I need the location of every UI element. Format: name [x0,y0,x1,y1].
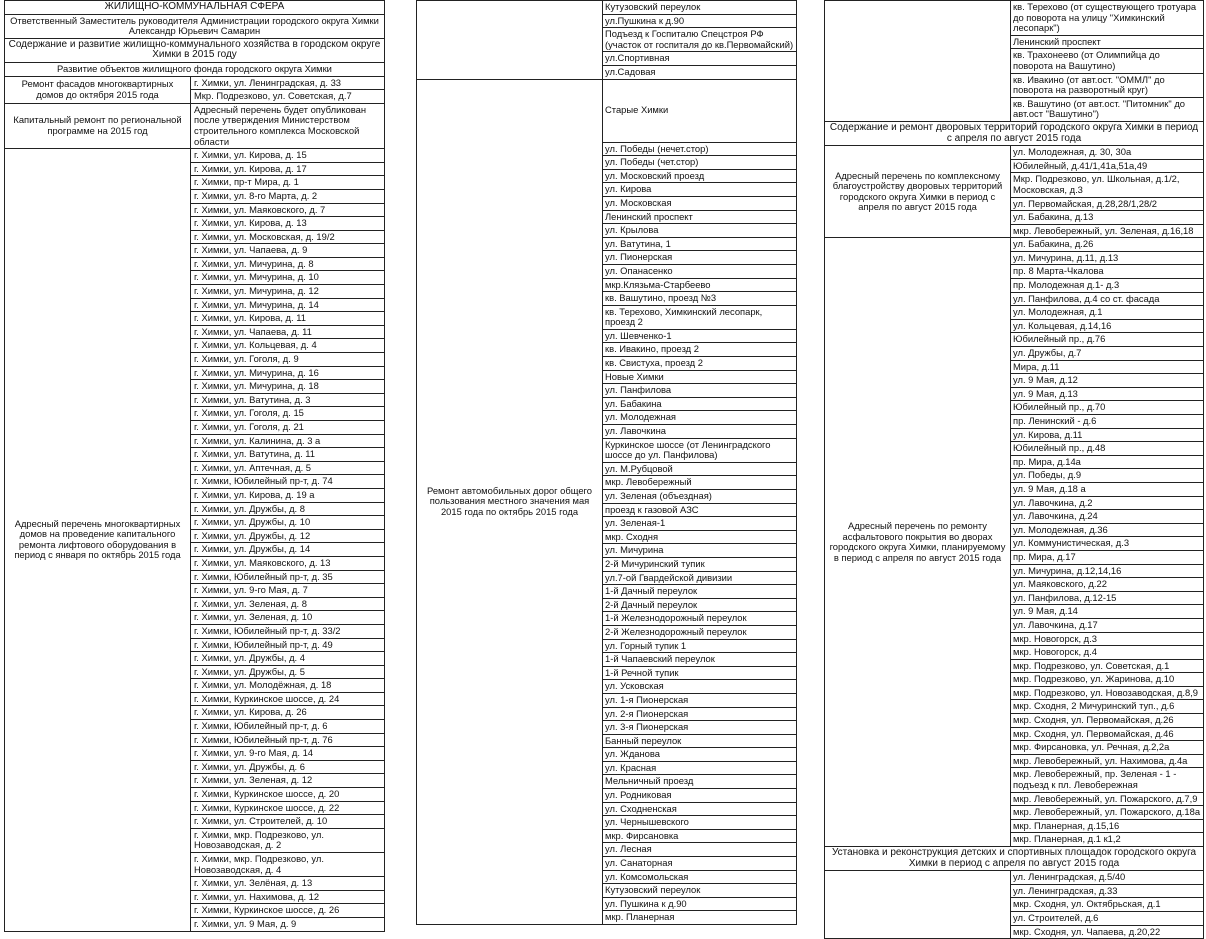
list-item: мкр. Планерная, д.15,16 [1011,819,1204,833]
list-item: ул. Бабакина, д.13 [1011,211,1204,225]
yards-title: Содержание и ремонт дворовых территорий городского округа Химки в период с апреля по август 2015 года [825,121,1204,145]
list-item: г. Химки, ул. Московская, д. 19/2 [191,230,385,244]
list-item: ул. Маяковского, д.22 [1011,578,1204,592]
list-item: 2-й Железнодорожный переулок [603,625,797,639]
list-item: г. Химки, ул. Дружбы, д. 10 [191,516,385,530]
list-item: Кутузовский переулок [603,884,797,898]
list-item: мкр. Подрезково, ул. Советская, д.1 [1011,659,1204,673]
list-item: ул. Лавочкина, д.24 [1011,510,1204,524]
list-item: г. Химки, ул. Кирова, д. 19 а [191,488,385,502]
list-item: г. Химки, ул. Дружбы, д. 14 [191,543,385,557]
asphalt-label: Адресный перечень по ремонту асфальтового покрытия во дворах городского округа Химки, планируемому в период с апреля по август 2015 года [825,238,1011,847]
list-item: мкр. Левобережный [603,476,797,490]
list-item: мкр. Новогорск, д.3 [1011,632,1204,646]
list-item: пр. Ленинский - д.6 [1011,415,1204,429]
list-item: мкр. Сходня, ул. Чапаева, д.20,22 [1011,925,1204,939]
list-item: г. Химки, мкр. Подрезково, ул. Новозаводская, д. 4 [191,853,385,877]
list-item: ул. Кольцевая, д.14,16 [1011,319,1204,333]
list-item: 1-й Чапаевский переулок [603,653,797,667]
list-item: г. Химки, ул. Дружбы, д. 4 [191,652,385,666]
list-item: ул. Пионерская [603,251,797,265]
list-item: г. Химки, ул. Мичурина, д. 18 [191,380,385,394]
list-item: ул. Московский проезд [603,169,797,183]
list-item: Старые Химки [603,79,797,142]
list-item: ул. 9 Мая, д.18 а [1011,482,1204,496]
list-item: г. Химки, ул. Гоголя, д. 15 [191,407,385,421]
list-item: г. Химки, ул. Зеленая, д. 10 [191,611,385,625]
list-item: г. Химки, ул. Кирова, д. 15 [191,149,385,163]
list-item: Юбилейный, д.41/1,41а,51а,49 [1011,159,1204,173]
section-header: ЖИЛИЩНО-КОММУНАЛЬНАЯ СФЕРА [5,1,385,15]
list-item: мкр. Фирсановка [603,829,797,843]
list-item: г. Химки, ул. Зеленая, д. 12 [191,774,385,788]
list-item: Кутузовский переулок [603,1,797,15]
list-item: ул. Кирова, д.11 [1011,428,1204,442]
list-item: мкр. Планерная [603,911,797,925]
list-item: г. Химки, ул. Маяковского, д. 7 [191,203,385,217]
list-item: кв. Вашутино, проезд №3 [603,292,797,306]
list-item: ул. Молодежная [603,411,797,425]
list-item: ул. Зеленая (объездная) [603,490,797,504]
capital-repair-label: Капитальный ремонт по региональной программе на 2015 год [5,103,191,148]
list-item: проезд к газовой АЗС [603,503,797,517]
list-item: мкр. Фирсановка, ул. Речная, д.2,2а [1011,741,1204,755]
list-item: мкр. Левобережный, ул. Нахимова, д.4а [1011,754,1204,768]
list-item: ул. Лавочкина, д.2 [1011,496,1204,510]
list-item: г. Химки, ул. Гоголя, д. 21 [191,421,385,435]
list-item: кв. Вашутино (от авт.ост. "Питомник" до авт.ост "Вашутино") [1011,97,1204,121]
list-item: ул. 2-я Пионерская [603,707,797,721]
list-item: г. Химки, ул. Дружбы, д. 12 [191,529,385,543]
list-item: ул. Шевченко-1 [603,329,797,343]
list-item: г. Химки, Юбилейный пр-т, д. 74 [191,475,385,489]
list-item: г. Химки, ул. Ватутина, д. 11 [191,448,385,462]
list-item: г. Химки, ул. Кирова, д. 11 [191,312,385,326]
list-item: ул. Родниковая [603,789,797,803]
list-item: г. Химки, Юбилейный пр-т, д. 35 [191,570,385,584]
list-item: кв. Ивакино (от авт.ост. "ОММЛ" до поворота на разворотный круг) [1011,73,1204,97]
facade-label: Ремонт фасадов многоквартирных домов до октября 2015 года [5,76,191,103]
list-item: ул. Мичурина, д.11, д.13 [1011,251,1204,265]
list-item: г. Химки, Куркинское шоссе, д. 22 [191,801,385,815]
list-item: ул. Лавочкина, д.17 [1011,618,1204,632]
list-item: г. Химки, ул. Мичурина, д. 8 [191,257,385,271]
list-item: Ленинский проспект [603,210,797,224]
list-item: ул. Зеленая-1 [603,517,797,531]
list-item: ул. Пушкина к д.90 [603,897,797,911]
list-item: кв. Терехово, Химкинский лесопарк, проезд 2 [603,305,797,329]
list-item: ул. 9 Мая, д.14 [1011,605,1204,619]
list-item: мкр. Подрезково, ул. Новозаводская, д.8,9 [1011,686,1204,700]
list-item: ул. Ватутина, 1 [603,237,797,251]
list-item: г. Химки, Куркинское шоссе, д. 20 [191,788,385,802]
list-item: г. Химки, Куркинское шоссе, д. 24 [191,692,385,706]
list-item: ул. Коммунистическая, д.3 [1011,537,1204,551]
list-item: г. Химки, ул. Аптечная, д. 5 [191,461,385,475]
subsection-title: Развитие объектов жилищного фонда городского округа Химки [5,62,385,76]
list-item: ул. Строителей, д.6 [1011,911,1204,925]
list-item: Мкр. Подрезково, ул. Школьная, д.1/2, Московская, д.3 [1011,173,1204,197]
list-item: мкр. Левобережный, пр. Зеленая - 1 - подъезд к пл. Левобережная [1011,768,1204,792]
list-item: г. Химки, ул. Кирова, д. 26 [191,706,385,720]
list-item: Мира, д.11 [1011,360,1204,374]
list-item: ул. Панфилова, д.12-15 [1011,591,1204,605]
list-item: ул. 1-я Пионерская [603,693,797,707]
list-item: Банный переулок [603,734,797,748]
list-item: ул. Жданова [603,748,797,762]
list-item: ул. Молодежная, д.1 [1011,306,1204,320]
list-item: г. Химки, ул. Нахимова, д. 12 [191,890,385,904]
list-item: ул. Победы, д.9 [1011,469,1204,483]
list-item: г. Химки, ул. Калинина, д. 3 а [191,434,385,448]
list-item: г. Химки, ул. Ватутина, д. 3 [191,393,385,407]
blank-label-cell [417,1,603,80]
list-item: мкр. Подрезково, ул. Жаринова, д.10 [1011,673,1204,687]
list-item: г. Химки, ул. Дружбы, д. 5 [191,665,385,679]
list-item: ул. Мичурина, д.12,14,16 [1011,564,1204,578]
list-item: ул. Первомайская, д.28,28/1,28/2 [1011,197,1204,211]
list-item: ул. Лесная [603,843,797,857]
list-item: ул. 3-я Пионерская [603,721,797,735]
complex-label: Адресный перечень по комплексному благоустройству дворовых территорий городского округа Химки в период с апреля по август 2015 года [825,146,1011,238]
list-item: мкр. Сходня, ул. Октябрьская, д.1 [1011,898,1204,912]
list-item: ул.Садовая [603,65,797,79]
list-item: 2-й Дачный переулок [603,598,797,612]
responsible-person: Ответственный Заместитель руководителя Администрации городского округа Химки Александр Юрьевич Самарин [5,14,385,38]
list-item: г. Химки, Юбилейный пр-т, д. 49 [191,638,385,652]
list-item: Юбилейный пр., д.76 [1011,333,1204,347]
list-item: г. Химки, ул. 9-го Мая, д. 14 [191,747,385,761]
list-item: ул. Бабакина, д.26 [1011,238,1204,252]
list-item: ул. Мичурина [603,544,797,558]
list-item: ул. Горный тупик 1 [603,639,797,653]
list-item: г. Химки, ул. 8-го Марта, д. 2 [191,189,385,203]
list-item: г. Химки, ул. Молодёжная, д. 18 [191,679,385,693]
list-item: г. Химки, Юбилейный пр-т, д. 33/2 [191,624,385,638]
list-item: г. Химки, ул. Кольцевая, д. 4 [191,339,385,353]
list-item: мкр. Левобережный, ул. Пожарского, д.7,9 [1011,792,1204,806]
housing-table [4,0,385,932]
list-item: Подъезд к Госпиталю Спецстроя РФ (участок от госпиталя до кв.Первомайский) [603,28,797,52]
list-item: ул. Победы (чет.стор) [603,156,797,170]
list-item: ул. Лавочкина [603,425,797,439]
list-item: ул. Панфилова [603,384,797,398]
list-item: г. Химки, ул. Строителей, д. 10 [191,815,385,829]
list-item: ул. Ленинградская, д.5/40 [1011,871,1204,885]
list-item: ул. Комсомольская [603,870,797,884]
list-item: мкр. Сходня, ул. Первомайская, д.26 [1011,714,1204,728]
list-item: мкр. Новогорск, д.4 [1011,646,1204,660]
list-item: ул. 9 Мая, д.12 [1011,374,1204,388]
list-item: ул.Пушкина к д.90 [603,14,797,28]
list-item: ул. Опанасенко [603,264,797,278]
list-item: Юбилейный пр., д.70 [1011,401,1204,415]
list-item: ул. Чернышевского [603,816,797,830]
list-item: г. Химки, Юбилейный пр-т, д. 6 [191,720,385,734]
list-item: 1-й Речной тупик [603,666,797,680]
list-item: ул. 9 Мая, д.13 [1011,387,1204,401]
column-2 [416,0,797,925]
list-item: г. Химки, ул. Гоголя, д. 9 [191,353,385,367]
blank-label-cell [825,871,1011,939]
list-item: ул.Спортивная [603,52,797,66]
list-item: ул.7-ой Гвардейской дивизии [603,571,797,585]
list-item: г. Химки, ул. Кирова, д. 17 [191,162,385,176]
list-item: г. Химки, мкр. Подрезково, ул. Новозаводская, д. 2 [191,828,385,852]
list-item: ул. Красная [603,761,797,775]
list-item: ул. Санаторная [603,857,797,871]
list-item: кв. Трахонеево (от Олимпийца до поворота на Вашутино) [1011,49,1204,73]
list-item: г. Химки, ул. Мичурина, д. 16 [191,366,385,380]
list-item: ул. Ленинградская, д.33 [1011,884,1204,898]
list-item: г. Химки, ул. Чапаева, д. 9 [191,244,385,258]
list-item: мкр. Сходня, ул. Первомайская, д.46 [1011,727,1204,741]
list-item: ул. М.Рубцовой [603,462,797,476]
blank-label-cell [825,1,1011,122]
list-item: г. Химки, ул. Мичурина, д. 12 [191,285,385,299]
list-item: мкр. Сходня [603,530,797,544]
list-item: Адресный перечень будет опубликован после утверждения Министерством строительного комплекса Московской области [191,103,385,148]
list-item: г. Химки, Юбилейный пр-т, д. 76 [191,733,385,747]
list-item: г. Химки, ул. 9-го Мая, д. 7 [191,584,385,598]
lifts-label: Адресный перечень многоквартирных домов на проведение капитального ремонта лифтового оборудования в период с января по октябрь 2015 года [5,149,191,931]
list-item: ул. Сходненская [603,802,797,816]
list-item: г. Химки, ул. Дружбы, д. 8 [191,502,385,516]
list-item: 2-й Мичуринский тупик [603,557,797,571]
list-item: кв. Свистуха, проезд 2 [603,357,797,371]
list-item: Новые Химки [603,370,797,384]
list-item: мкр.Клязьма-Старбеево [603,278,797,292]
list-item: г. Химки, ул. Кирова, д. 13 [191,217,385,231]
list-item: 1-й Железнодорожный переулок [603,612,797,626]
list-item: мкр. Планерная, д.1 к1,2 [1011,833,1204,847]
list-item: пр. Молодежная д.1- д.3 [1011,279,1204,293]
list-item: Мельничный проезд [603,775,797,789]
list-item: г. Химки, ул. Зеленая, д. 8 [191,597,385,611]
list-item: ул. Бабакина [603,397,797,411]
list-item: г. Химки, ул. 9 Мая, д. 9 [191,917,385,931]
list-item: ул. Московская [603,196,797,210]
column-3 [824,0,1204,939]
list-item: пр. 8 Марта-Чкалова [1011,265,1204,279]
list-item: пр. Мира, д.14а [1011,455,1204,469]
list-item: г. Химки, ул. Ленинградская, д. 33 [191,76,385,90]
list-item: ул. Дружбы, д.7 [1011,347,1204,361]
list-item: кв. Ивакино, проезд 2 [603,343,797,357]
list-item: г. Химки, ул. Мичурина, д. 14 [191,298,385,312]
list-item: 1-й Дачный переулок [603,585,797,599]
list-item: ул. Кирова [603,183,797,197]
list-item: мкр. Сходня, 2 Мичуринский туп., д.6 [1011,700,1204,714]
column-1 [4,0,385,932]
yards-table [824,0,1204,939]
list-item: кв. Терехово (от существующего тротуара до поворота на улицу "Химкинский лесопарк") [1011,1,1204,36]
list-item: ул. Панфилова, д.4 со ст. фасада [1011,292,1204,306]
list-item: Мкр. Подрезково, ул. Советская, д.7 [191,90,385,104]
list-item: пр. Мира, д.17 [1011,550,1204,564]
list-item: Юбилейный пр., д.48 [1011,442,1204,456]
list-item: ул. Крылова [603,224,797,238]
list-item: г. Химки, пр-т Мира, д. 1 [191,176,385,190]
list-item: г. Химки, ул. Чапаева, д. 11 [191,325,385,339]
list-item: мкр. Левобережный, ул. Пожарского, д.18а [1011,806,1204,820]
roads-label: Ремонт автомобильных дорог общего пользования местного значения мая 2015 года по октябрь 2015 года [417,79,603,924]
list-item: ул. Усковская [603,680,797,694]
list-item: г. Химки, ул. Зелёная, д. 13 [191,877,385,891]
list-item: г. Химки, ул. Дружбы, д. 6 [191,760,385,774]
list-item: ул. Победы (нечет.стор) [603,142,797,156]
list-item: г. Химки, ул. Маяковского, д. 13 [191,556,385,570]
list-item: Куркинское шоссе (от Ленинградского шоссе до ул. Панфилова) [603,438,797,462]
section-title: Содержание и развитие жилищно-коммунального хозяйства в городском округе Химки в 2015 году [5,38,385,62]
list-item: г. Химки, ул. Мичурина, д. 10 [191,271,385,285]
list-item: мкр. Левобережный, ул. Зеленая, д.16,18 [1011,224,1204,238]
list-item: Ленинский проспект [1011,35,1204,49]
list-item: ул. Молодежная, д.36 [1011,523,1204,537]
list-item: г. Химки, Куркинское шоссе, д. 26 [191,904,385,918]
list-item: ул. Молодежная, д. 30, 30а [1011,146,1204,160]
roads-table [416,0,797,925]
playgrounds-title: Установка и реконструкция детских и спортивных площадок городского округа Химки в период с апреля по август 2015 года [825,847,1204,871]
